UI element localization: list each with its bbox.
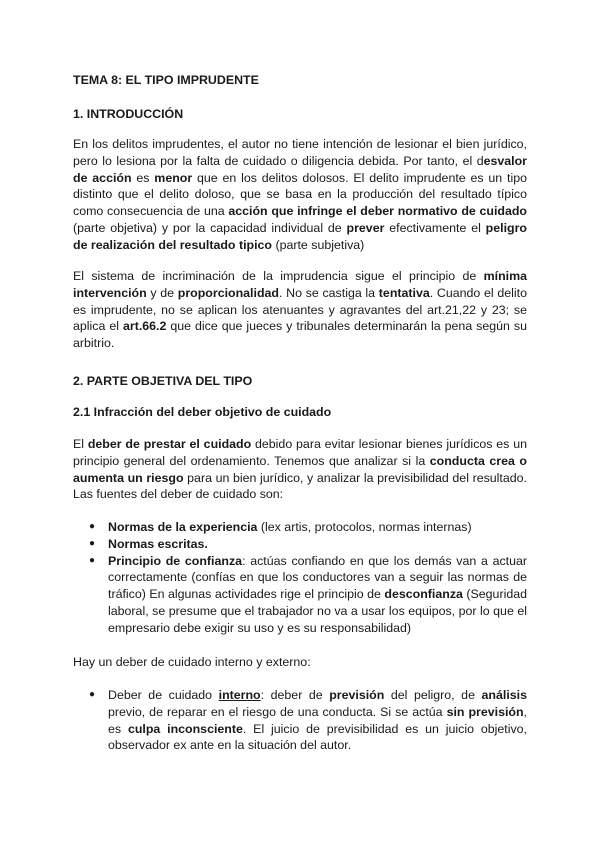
- bullet-icon: ●: [89, 689, 96, 700]
- document-title: TEMA 8: EL TIPO IMPRUDENTE: [73, 73, 259, 87]
- internal-external-paragraph: Hay un deber de cuidado interno y externo:: [73, 655, 311, 669]
- duty-paragraph: El deber de prestar el cuidado debido para evitar lesionar bienes jurídicos es un principio general del ordenamiento. Tenemos que analizar si la conducta crea o aumenta un riesgo para un bien jurídico, y analizar la previsibilidad del resultado. Las fuentes del deber de cuidado son:: [73, 437, 527, 502]
- bullet-icon: ●: [89, 521, 96, 532]
- list-item: ● Normas de la experiencia (lex artis, protocolos, normas internas): [89, 520, 472, 534]
- list-item: ● Deber de cuidado interno: deber de previsión del peligro, de análisis previo, de reparar en el riesgo de una conducta. Si se actúa sin previsión, es culpa inconsciente. El juicio de previsibilidad es un juicio objetivo, observador ex ante en la situación del autor.: [89, 688, 528, 753]
- intro-paragraph-2: El sistema de incriminación de la imprudencia sigue el principio de mínima intervención y de proporcionalidad. No se castiga la tentativa. Cuando el delito es imprudente, no se aplican los atenuantes y agravantes del art.21,22 y 23; se aplica el art.66.2 que dice que jueces y tribunales determinarán la pena según su arbitrio.: [73, 269, 528, 351]
- internal-duty-list: [89, 687, 527, 754]
- bullet-icon: ●: [89, 537, 96, 549]
- bullet-icon: ●: [89, 554, 96, 566]
- subsection-heading-infraccion: 2.1 Infracción del deber objetivo de cuidado: [73, 405, 332, 419]
- list-item: ● Normas escritas.: [89, 536, 208, 551]
- intro-paragraph-1: En los delitos imprudentes, el autor no tiene intención de lesionar el bien jurídico, pero lo lesiona por la falta de cuidado o diligencia debida. Por tanto, el desvalor de acción es menor que en los delitos dolosos. El delito imprudente es un tipo distinto que el delito doloso, que se basa en la producción del resultado típico como consecuencia de una acción que infringe el deber normativo de cuidado (parte objetiva) y por la capacidad individual de prever efectivamente el peligro de realización del resultado tipico (parte subjetiva): [73, 137, 527, 252]
- section-heading-introduccion: 1. INTRODUCCIÓN: [73, 107, 184, 121]
- list-item: ● Principio de confianza: actúas confiando en que los demás van a actuar correctamente (confías en que los conductores van a seguir las normas de tráfico) En algunas actividades rige el principio de desconfianza (Seguridad laboral, se presume que el trabajador no va a usar los equipos, por lo que el empresario debe exigir su uso y es su responsabilidad): [89, 553, 528, 635]
- duty-sources-list: [89, 519, 527, 637]
- section-heading-parte-objetiva: 2. PARTE OBJETIVA DEL TIPO: [73, 374, 253, 388]
